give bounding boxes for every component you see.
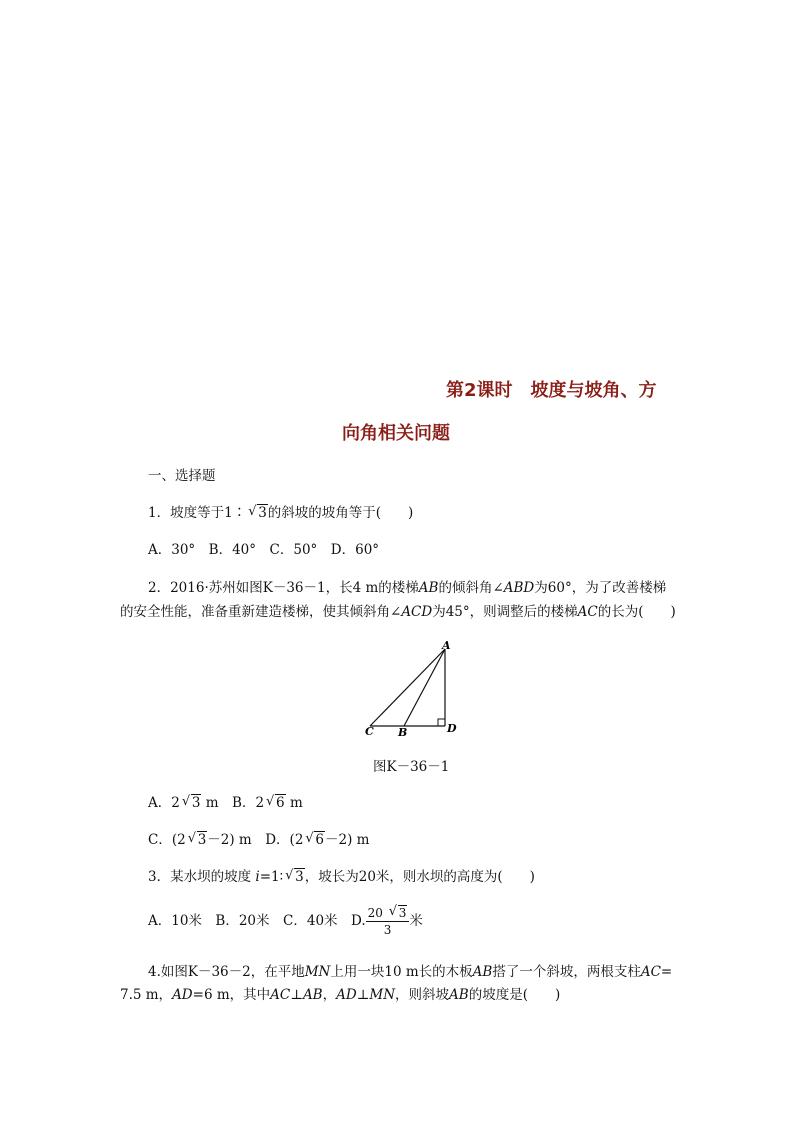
right-angle-mark [438, 719, 445, 726]
question-4-line2: 7.5 m，AD=6 m，其中AC⊥AB，AD⊥MN，则斜坡AB的坡度是( ) [120, 987, 561, 1003]
figure-caption: 图K－36－1 [373, 759, 450, 775]
label-a: A [442, 640, 451, 652]
segment-ab [404, 649, 445, 726]
fraction: $\frac{20 √ 3}{3}$ [366, 905, 410, 938]
question-1-options: A．30° B．40° C．50° D．60° [148, 542, 380, 558]
label-c: C [365, 725, 374, 738]
question-3-options: A．10米 B．20米 C．40米 D. $\frac{20 √ 3}{3}$ 米 [148, 905, 423, 938]
question-3: 3．某水坝的坡度 i=1∶√ 3，坡长为20米，则水坝的高度为( ) [148, 867, 535, 887]
question-4-line1: 4.如图K－36－2，在平地MN上用一块10 m长的木板AB搭了一个斜坡，两根支柱AC= [148, 964, 673, 980]
label-b: B [398, 726, 408, 739]
segment-ac [370, 649, 445, 726]
figure-k-36-1 [360, 640, 470, 740]
lesson-title-line1: 第2课时 坡度与坡角、方 [446, 380, 657, 401]
lesson-title-line2: 向角相关问题 [342, 423, 450, 444]
question-2-options-ab: A．2√ 3 m B．2√ 6 m [148, 793, 303, 813]
section-heading: 一、选择题 [148, 468, 216, 484]
question-1: 1．坡度等于1∶√ 3的斜坡的坡角等于( ) [148, 503, 413, 523]
question-2-line2: 的安全性能，准备重新建造楼梯，使其倾斜角∠ACD为45°，则调整后的楼梯AC的长为( ) [120, 604, 676, 620]
question-2-options-cd: C．(2√ 3－2) m D．(2√ 6－2) m [148, 830, 369, 850]
sqrt-symbol: √ 3 [248, 503, 268, 523]
label-d: D [447, 722, 457, 735]
question-2-line1: 2．2016·苏州如图K－36－1，长4 m的楼梯AB的倾斜角∠ABD为60°，为了改善楼梯 [148, 580, 667, 596]
